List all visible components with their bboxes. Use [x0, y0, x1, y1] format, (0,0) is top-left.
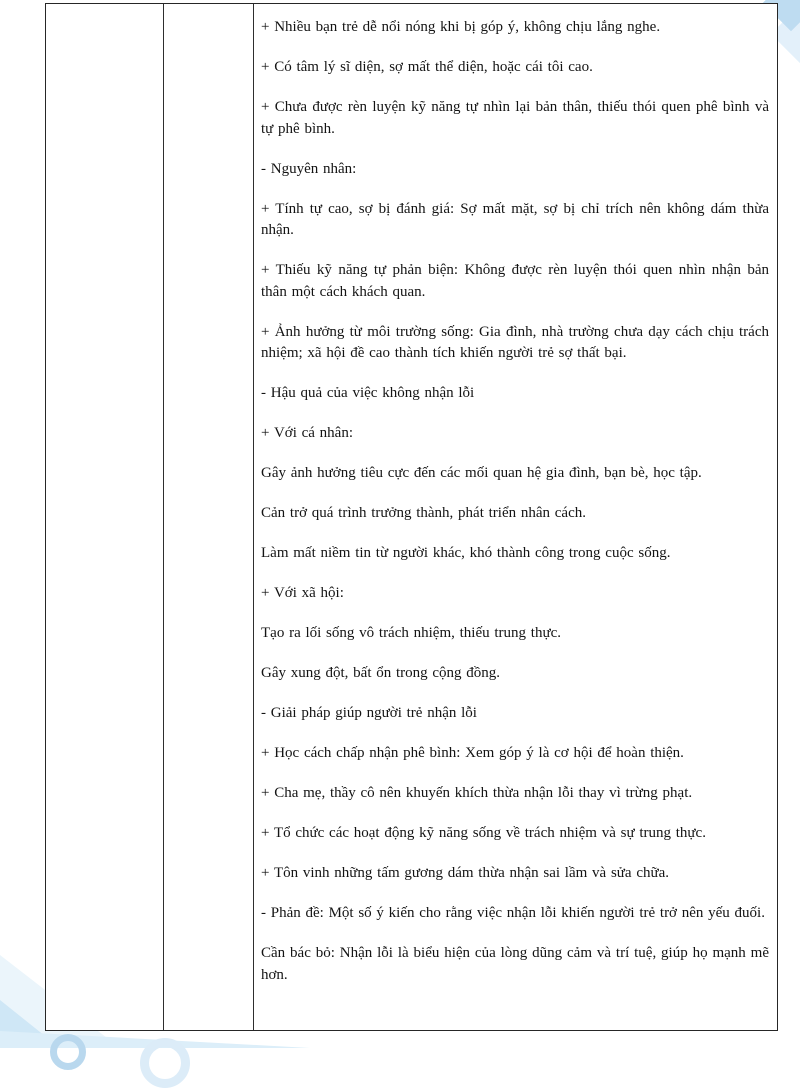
paragraph: + Thiếu kỹ năng tự phản biện: Không được rèn luyện thói quen nhìn nhận bản thân một cách khách quan.: [261, 262, 769, 300]
paragraph: + Tôn vinh những tấm gương dám thừa nhận sai lầm và sửa chữa.: [261, 865, 670, 881]
paragraph: + Học cách chấp nhận phê bình: Xem góp ý là cơ hội để hoàn thiện.: [261, 745, 684, 761]
paragraph: + Ảnh hưởng từ môi trường sống: Gia đình, nhà trường chưa dạy cách chịu trách nhiệm; xã hội đề cao thành tích khiến người trẻ sợ thất bại.: [261, 323, 769, 361]
document-table: [45, 3, 778, 1031]
paragraph: + Với cá nhân:: [261, 425, 354, 441]
paragraph: - Nguyên nhân:: [261, 160, 357, 177]
paragraph: + Chưa được rèn luyện kỹ năng tự nhìn lại bản thân, thiếu thói quen phê bình và tự phê bình.: [261, 99, 769, 137]
table-cell-middle-empty: [164, 4, 254, 1030]
paragraph: + Với xã hội:: [261, 585, 344, 601]
paragraph: Cản trở quá trình trưởng thành, phát triển nhân cách.: [261, 505, 586, 521]
table-cell-content: [254, 4, 777, 1030]
paragraph: - Giải pháp giúp người trẻ nhận lỗi: [261, 705, 477, 721]
watermark-logo-ring-faint: [140, 1038, 190, 1088]
paragraph: Gây xung đột, bất ổn trong cộng đồng.: [261, 665, 501, 681]
paragraph: - Hậu quả của việc không nhận lỗi: [261, 385, 475, 401]
paragraph: Cần bác bỏ: Nhận lỗi là biểu hiện của lòng dũng cảm và trí tuệ, giúp họ mạnh mẽ hơn.: [261, 945, 769, 983]
paragraph: + Cha mẹ, thầy cô nên khuyến khích thừa nhận lỗi thay vì trừng phạt.: [261, 785, 693, 801]
paragraph: Gây ảnh hưởng tiêu cực đến các mối quan hệ gia đình, bạn bè, học tập.: [261, 465, 702, 481]
watermark-logo-ring: [50, 1034, 86, 1070]
paragraph: Làm mất niềm tin từ người khác, khó thành công trong cuộc sống.: [261, 545, 671, 561]
paragraph: + Có tâm lý sĩ diện, sợ mất thể diện, hoặc cái tôi cao.: [261, 59, 593, 75]
paragraph: Tạo ra lối sống vô trách nhiệm, thiếu trung thực.: [261, 625, 561, 641]
paragraph: + Tổ chức các hoạt động kỹ năng sống về trách nhiệm và sự trung thực.: [261, 825, 706, 841]
paragraph: + Tính tự cao, sợ bị đánh giá: Sợ mất mặt, sợ bị chỉ trích nên không dám thừa nhận.: [261, 200, 769, 238]
paragraph: + Nhiều bạn trẻ dễ nổi nóng khi bị góp ý, không chịu lắng nghe.: [261, 19, 661, 35]
table-cell-left-empty: [46, 4, 164, 1030]
paragraph: - Phản đề: Một số ý kiến cho rằng việc nhận lỗi khiến người trẻ trở nên yếu đuối.: [261, 905, 765, 921]
